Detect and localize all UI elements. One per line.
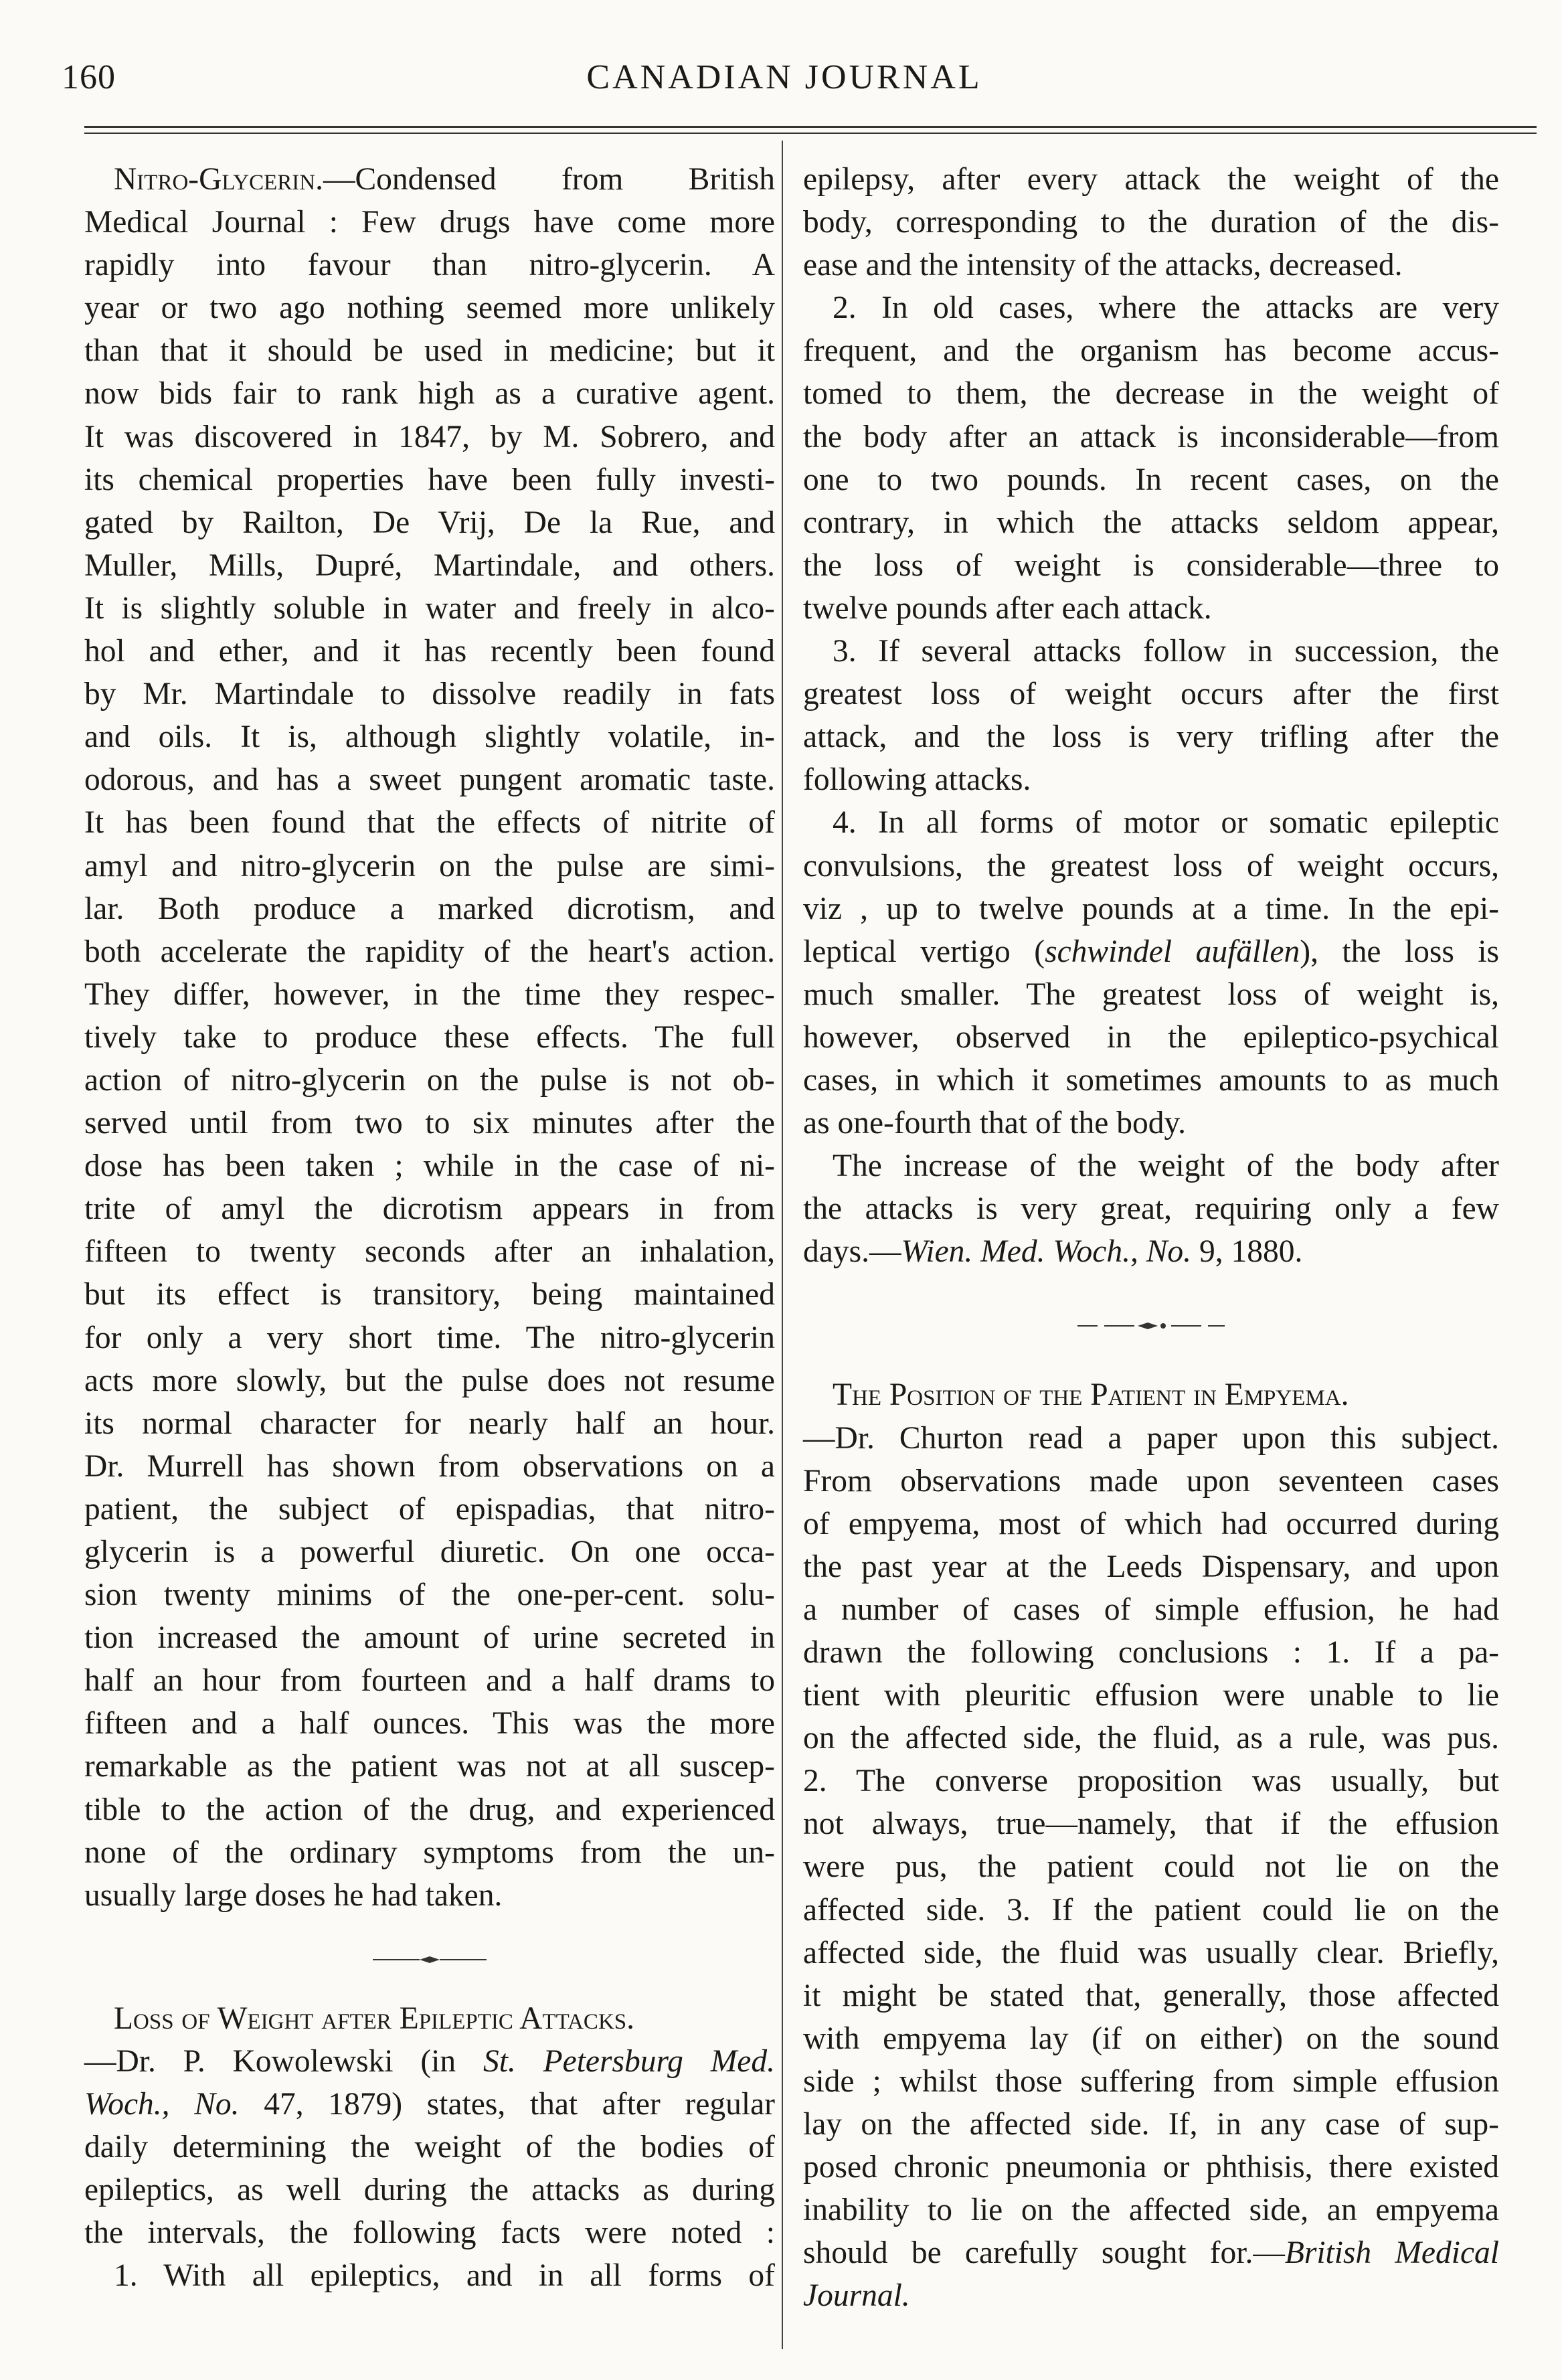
text-line: tomed to them, the decrease in the weight of [803,376,1499,412]
text-line: dose has been taken ; while in the case of ni- [84,1149,775,1184]
article-loss-of-weight [84,1997,775,2298]
page-header [62,58,1507,111]
text-line: remarkable as the patient was not at all suscep- [84,1749,775,1784]
text-line: It has been found that the effects of nitrite of [84,805,775,841]
article-first-line: Nitro-Glycerin.—Condensed from British [114,162,775,197]
text-line: of empyema, most of which had occurred during [803,1506,1499,1541]
right-column [803,158,1499,2318]
text-line: Dr. Murrell has shown from observations on a [84,1448,775,1484]
text-line: posed chronic pneumonia or phthisis, there existed [803,2150,1499,2185]
text-line: Journal. [803,2278,910,2314]
text-line: frequent, and the organism has become accus- [803,333,1499,369]
text-line: trite of amyl the dicrotism appears in from [84,1191,775,1227]
text-line: tient with pleuritic effusion were unable to lie [803,1678,1499,1713]
text-line: They differ, however, in the time they respec- [84,976,775,1012]
text-line: —Dr. Churton read a paper upon this subject. [803,1420,1499,1456]
text-line: on the affected side, the fluid, as a rule, was pus. [803,1721,1499,1756]
text-line: served until from two to six minutes after the [84,1106,775,1141]
text-line: tion increased the amount of urine secreted in [84,1620,775,1656]
text-line: tively take to produce these effects. The full [84,1019,775,1055]
text-line: twelve pounds after each attack. [803,590,1212,626]
text-line: convulsions, the greatest loss of weight occurs, [803,848,1499,883]
text-line: 2. The converse proposition was usually, but [803,1764,1499,1799]
text-line: the attacks is very great, requiring only a few [803,1191,1499,1227]
text-line: daily determining the weight of the bodies of [84,2130,775,2165]
text-line: viz , up to twelve pounds at a time. In the epi- [803,891,1499,926]
text-line: acts more slowly, but the pulse does not resume [84,1363,775,1398]
text-line: It is slightly soluble in water and freely in alco- [84,590,775,626]
text-line: none of the ordinary symptoms from the un- [84,1835,775,1870]
text-line: tible to the action of the drug, and experienced [84,1792,775,1827]
article-title: Nitro-Glycerin. [114,162,323,197]
article-nitro-glycerin [84,158,775,1917]
text-line: and oils. It is, although slightly volatile, in- [84,719,775,755]
header-rule [84,126,1537,128]
text-line: leptical vertigo (schwindel aufällen), the loss is [803,934,1500,969]
text-line: its normal character for nearly half an hour. [84,1406,775,1441]
running-head: CANADIAN JOURNAL [586,58,982,96]
text-line: fifteen and a half ounces. This was the more [84,1706,775,1741]
section-ornament [84,1917,775,1997]
text-line: body, corresponding to the duration of the dis- [803,205,1499,240]
text-line: 3. If several attacks follow in succession, the [833,634,1499,669]
text-line: should be carefully sought for.—British Medical [803,2235,1499,2271]
text-line: side ; whilst those suffering from simple effusion [803,2063,1499,2099]
text-line: now bids fair to rank high as a curative agent. [84,376,775,412]
text-line: but its effect is transitory, being maintained [84,1277,775,1312]
section-ornament [803,1273,1499,1373]
text-line: action of nitro-glycerin on the pulse is not ob- [84,1062,775,1098]
text-line: glycerin is a powerful diuretic. On one occa- [84,1535,775,1569]
text-line: with empyema lay (if on either) on the sound [803,2021,1499,2056]
text-line: as one-fourth that of the body. [803,1106,1187,1141]
text-line: greatest loss of weight occurs after the first [803,677,1499,712]
text-line: Muller, Mills, Dupré, Martindale, and others. [84,547,775,583]
ornament-rule-icon [373,1955,487,1964]
article-position-in-empyema [803,1373,1499,2317]
text-line: than that it should be used in medicine; but it [84,333,775,369]
text-line: epileptics, as well during the attacks as during [84,2173,775,2208]
article-loss-of-weight-continued [803,158,1499,1273]
text-line: much smaller. The greatest loss of weight is, [803,976,1499,1012]
text-line: the body after an attack is inconsiderable—from [803,419,1499,454]
text-line: —Dr. P. Kowolewski (in St. Petersburg Med. [84,2043,775,2079]
text-line: both accelerate the rapidity of the heart's action. [84,934,775,969]
header-rule-thin [84,133,1537,134]
text-line: drawn the following conclusions : 1. If a pa- [803,1635,1499,1670]
text-line: a number of cases of simple effusion, he had [803,1592,1499,1627]
text-line: year or two ago nothing seemed more unlikely [84,290,775,326]
text-line: ease and the intensity of the attacks, decreased. [803,248,1403,283]
text-line: contrary, in which the attacks seldom appear, [803,505,1499,540]
text-line: lay on the affected side. If, in any case of sup- [803,2107,1499,2142]
text-line: Medical Journal : Few drugs have come more [84,205,775,240]
text-line: amyl and nitro-glycerin on the pulse are simi- [84,848,775,883]
text-line: following attacks. [803,762,1031,798]
column-divider [782,141,783,2349]
text-line: fifteen to twenty seconds after an inhalation, [84,1234,775,1270]
ornament-rule-icon [1077,1321,1225,1331]
text-line: one to two pounds. In recent cases, on the [803,462,1499,497]
text-line: gated by Railton, De Vrij, De la Rue, and [84,505,775,540]
text-line: 4. In all forms of motor or somatic epileptic [833,805,1499,841]
text-line: rapidly into favour than nitro-glycerin. A [84,248,775,283]
text-line: odorous, and has a sweet pungent aromatic taste. [84,762,775,798]
article-title: The Position of the Patient in Empyema. [833,1377,1349,1413]
text-line: the loss of weight is considerable—three to [803,547,1499,583]
text-line: inability to lie on the affected side, an empyema [803,2193,1499,2228]
text-line: were pus, the patient could not lie on the [803,1849,1499,1885]
text-line: half an hour from fourteen and a half drams to [84,1663,775,1699]
text-line: it might be stated that, generally, those affected [803,1978,1499,2013]
text-line: not always, true—namely, that if the effusion [803,1806,1499,1842]
text-line: affected side. 3. If the patient could lie on the [803,1892,1499,1928]
text-line: cases, in which it sometimes amounts to as much [803,1062,1499,1098]
text-line: 1. With all epileptics, and in all forms of [114,2258,775,2294]
text-line: hol and ether, and it has recently been found [84,634,775,669]
page-number: 160 [62,58,116,96]
text-line: the past year at the Leeds Dispensary, and upon [803,1549,1499,1584]
text-line: lar. Both produce a marked dicrotism, and [84,891,775,926]
text-line: The increase of the weight of the body after [833,1149,1499,1184]
text-line: for only a very short time. The nitro-glycerin [84,1320,775,1355]
text-line: days.—Wien. Med. Woch., No. 9, 1880. [803,1234,1303,1270]
text-line: its chemical properties have been fully investi- [84,462,775,497]
text-line: patient, the subject of epispadias, that nitro- [84,1491,775,1527]
text-line: attack, and the loss is very trifling after the [803,719,1499,755]
text-line: From observations made upon seventeen cases [803,1463,1499,1499]
text-line: sion twenty minims of the one-per-cent. solu- [84,1578,775,1613]
text-line: 2. In old cases, where the attacks are very [833,290,1499,326]
text-line: the intervals, the following facts were noted : [84,2215,775,2251]
left-column [84,158,775,2298]
text-line: usually large doses he had taken. [84,1877,503,1913]
text-line: however, observed in the epileptico-psychical [803,1019,1499,1055]
text-line: It was discovered in 1847, by M. Sobrero, and [84,419,775,454]
text-line: epilepsy, after every attack the weight of the [803,162,1499,197]
article-title: Loss of Weight after Epileptic Attacks. [114,2001,635,2036]
text-line: affected side, the fluid was usually clear. Briefly, [803,1935,1499,1970]
text-line: Woch., No. 47, 1879) states, that after regular [84,2087,775,2122]
text-line: by Mr. Martindale to dissolve readily in fats [84,677,775,712]
